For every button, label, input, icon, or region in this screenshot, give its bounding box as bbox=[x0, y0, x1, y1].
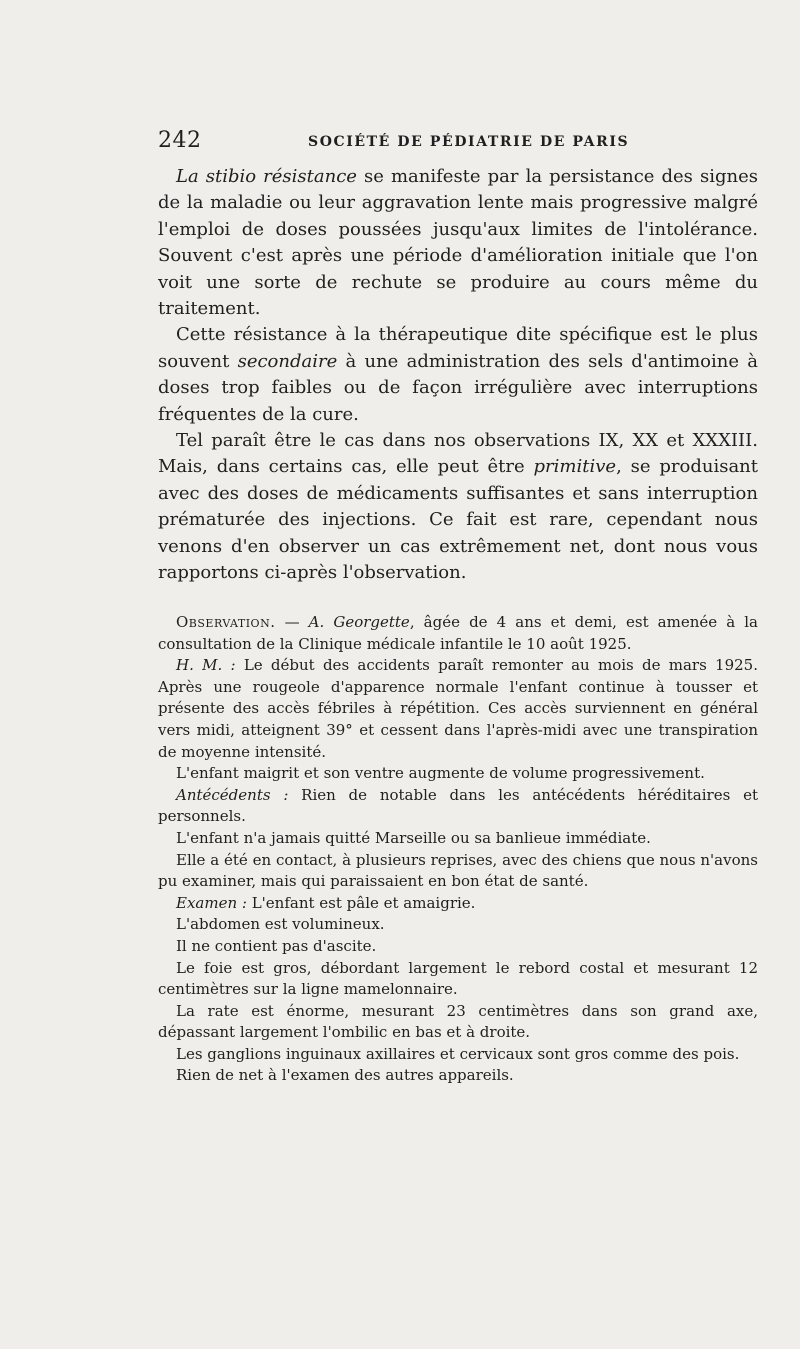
observation-residence: L'enfant n'a jamais quitté Marseille ou sa banlieue immédiate. bbox=[176, 828, 651, 847]
page-number: 242 bbox=[158, 128, 202, 153]
antecedents-label: Antécédents : bbox=[176, 785, 289, 804]
observation-abdomen: L'abdomen est volumineux. bbox=[176, 915, 385, 934]
observation-history: H. M. : Le début des accidents paraît remonter au mois de mars 1925. Après une rougeole d'apparence normale l'enfant continue à tousser et présente des accès fébriles à répétition. Ces accès surviennent en général vers midi, atteignent 39° et cessent dans l'après-midi avec une transpiration de moyenne intensité. bbox=[158, 656, 758, 761]
observation-liver: Le foie est gros, débordant largement le rebord costal et mesurant 12 centimètres sur la ligne mamelonnaire. bbox=[158, 958, 758, 999]
observation-spleen: La rate est énorme, mesurant 23 centimètres dans son grand axe, dépassant largement l'ombilic en bas et à droite. bbox=[158, 1001, 758, 1042]
term-primitive: primitive bbox=[533, 456, 617, 478]
history-label: H. M. : bbox=[176, 656, 236, 675]
observation-intro: Observation. — A. Georgette, âgée de 4 ans et demi, est amenée à la consultation de la Clinique médicale infantile le 10 août 1925. bbox=[158, 613, 758, 653]
page-header bbox=[158, 128, 758, 152]
observation-section bbox=[158, 612, 758, 1087]
observation-label: Observation. bbox=[176, 613, 276, 631]
observation-antecedents: Antécédents : Rien de notable dans les antécédents héréditaires et personnels. bbox=[158, 785, 758, 826]
observation-lymph-nodes: Les ganglions inguinaux axillaires et cervicaux sont gros comme des pois. bbox=[176, 1044, 740, 1063]
patient-name: A. Georgette bbox=[308, 613, 410, 631]
observation-other-systems: Rien de net à l'examen des autres appareils. bbox=[176, 1066, 514, 1085]
paragraph-secondary-resistance: Cette résistance à la thérapeutique dite spécifique est le plus souvent secondaire à une administration des sels d'antimoine à doses trop faibles ou de façon irrégulière avec interruptions fréquentes de la cure. bbox=[158, 324, 758, 425]
observation-ascites: Il ne contient pas d'ascite. bbox=[176, 936, 377, 955]
paragraph-stibio-resistance: La stibio résistance se manifeste par la persistance des signes de la maladie ou leur aggravation lente mais progressive malgré l'emploi de doses poussées jusqu'aux limites de l'intolérance. Souvent c'est après une période d'amélioration initiale que l'on voit une sorte de rechute se produire au cours même du traitement. bbox=[158, 166, 758, 320]
observation-exam: Examen : L'enfant est pâle et amaigrie. bbox=[176, 893, 476, 912]
exam-label: Examen : bbox=[176, 893, 247, 912]
paragraph-primitive-resistance: Tel paraît être le cas dans nos observations IX, XX et XXXIII. Mais, dans certains cas, elle peut être primitive, se produisant avec des doses de médicaments suffisantes et sans interruption prématurée des injections. Ce fait est rare, cependant nous venons d'en observer un cas extrêmement net, dont nous vous rapportons ci-après l'observation. bbox=[158, 430, 759, 584]
term-stibio-resistance: La stibio résistance bbox=[176, 166, 357, 187]
term-secondaire: secondaire bbox=[237, 350, 338, 372]
observation-weight: L'enfant maigrit et son ventre augmente de volume progressivement. bbox=[176, 764, 705, 783]
observation-contact: Elle a été en contact, à plusieurs reprises, avec des chiens que nous n'avons pu examiner, mais qui paraissaient en bon état de santé. bbox=[158, 850, 758, 891]
main-text bbox=[158, 164, 758, 587]
running-head: SOCIÉTÉ DE PÉDIATRIE DE PARIS bbox=[308, 134, 630, 150]
